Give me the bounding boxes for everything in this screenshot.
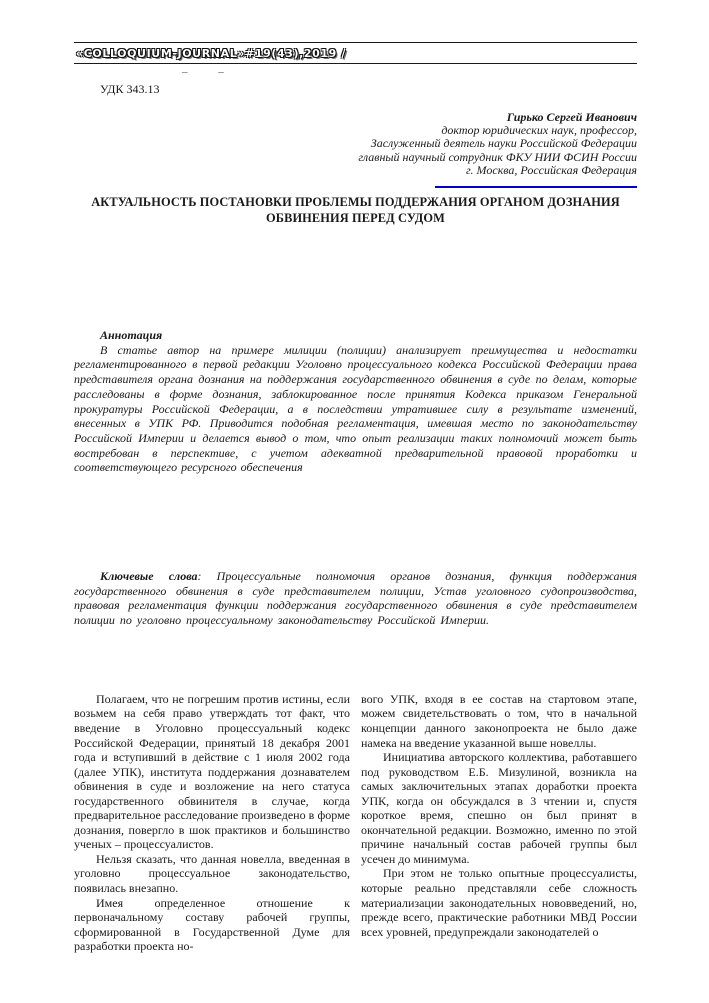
body-column-right [361,692,637,954]
body-paragraph: Инициатива авторского коллектива, работавшего под руководством Е.Б. Мизулиной, возникла на самых заключительных этапах доработки проекта УПК, когда он обсуждался в 3 чтении и, спустя короткое время, спешно он был принят в окончательной редакции. Возможно, именно по этой причине начальный состав рабочей группы был усечен до минимума. [361,750,637,866]
author-degree: доктор юридических наук, профессор, [441,123,637,138]
author-location: г. Москва, Российская Федерация [466,162,637,177]
journal-header: «COLLOQUIUM-JOURNAL»#19(43),2019 / [76,47,346,60]
body-paragraph: Полагаем, что не погрешим против истины, если возьмем на себя право утверждать тот факт, что введение в Уголовно процессуальный кодекс Российской Федерации, принятый 18 декабря 2001 года и вступивший в действие с 1 июля 2002 года (далее УПК), института поддержания дознавателем обвинения в суде и возложение на него статуса государственного обвинителя в случае, когда предварительное расследование произведено в форме дознания, повергло в шок практиков и большинство ученых – процессуалистов. [74,691,350,852]
keywords-label: Ключевые слова [100,569,198,584]
accent-underline [435,186,637,188]
author-position: главный научный сотрудник ФКУ НИИ ФСИН России [358,149,637,164]
keywords-text: : Процессуальные полномочия органов дознания, функция поддержания государственного обвинения в суде представителем полиции, Устав уголовного судопроизводства, правовая регламентация функции поддержания государственного обвинения в суде представителем полиции по уголовно процессуальному законодательству Российской Империи. [74,569,637,628]
keywords-section [74,569,637,628]
header-dash-left: – [182,66,188,78]
article-body [74,692,637,954]
body-column-left [74,692,350,954]
body-paragraph: Нельзя сказать, что данная новелла, введенная в уголовно процессуальное законодательство, появилась внезапно. [74,851,350,895]
author-honor: Заслуженный деятель науки Российской Федерации [370,136,637,151]
article-title: АКТУАЛЬНОСТЬ ПОСТАНОВКИ ПРОБЛЕМЫ ПОДДЕРЖАНИЯ ОРГАНОМ ДОЗНАНИЯ ОБВИНЕНИЯ ПЕРЕД СУДОМ [91,195,620,225]
abstract-section [74,328,637,475]
body-paragraph: вого УПК, входя в ее состав на стартовом этапе, можем свидетельствовать о том, что в начальной концепции данного законопроекта не было даже намека на введение указанной выше новеллы. [361,691,637,750]
body-paragraph: Имея определенное отношение к первоначальному составу рабочей группы, сформированной в Государственной Думе для разработки проекта но- [74,895,350,954]
header-dash-right: – [218,66,224,78]
header-dash-row [74,67,637,77]
header-bottom-rule [74,63,637,64]
udc-code: УДК 343.13 [100,82,160,96]
abstract-text: В статье автор на примере милиции (полиции) анализирует преимущества и недостатки регламентированного в первой редакции Уголовно процессуального кодекса Российской Федерации права представителя органа дознания на поддержания государственного обвинения в суде по делам, которые расследованы в форме дознания, заблокированное после принятия Кодекса приказом Генеральной прокуратуры Российской Федерации, а в последствии утратившее силу в результате изменений, внесенных в УПК РФ. Приводится подобная регламентация, имевшая место по законодательству Российской Империи и делается вывод о том, что опыт реализации таких полномочий может быть востребован в перспективе, с учетом адекватной предварительной правовой проработки и соответствующего ресурсного обеспечения [74,342,637,475]
author-block [74,111,637,177]
abstract-heading: Аннотация [100,328,163,343]
author-name: Гирько Сергей Иванович [506,110,637,124]
body-paragraph: При этом не только опытные процессуалисты, которые реально представляли себе сложность материализации законодательных нововведений, но, прежде всего, практические работники МВД России всех уровней, предупреждали законодателей о [361,866,637,939]
